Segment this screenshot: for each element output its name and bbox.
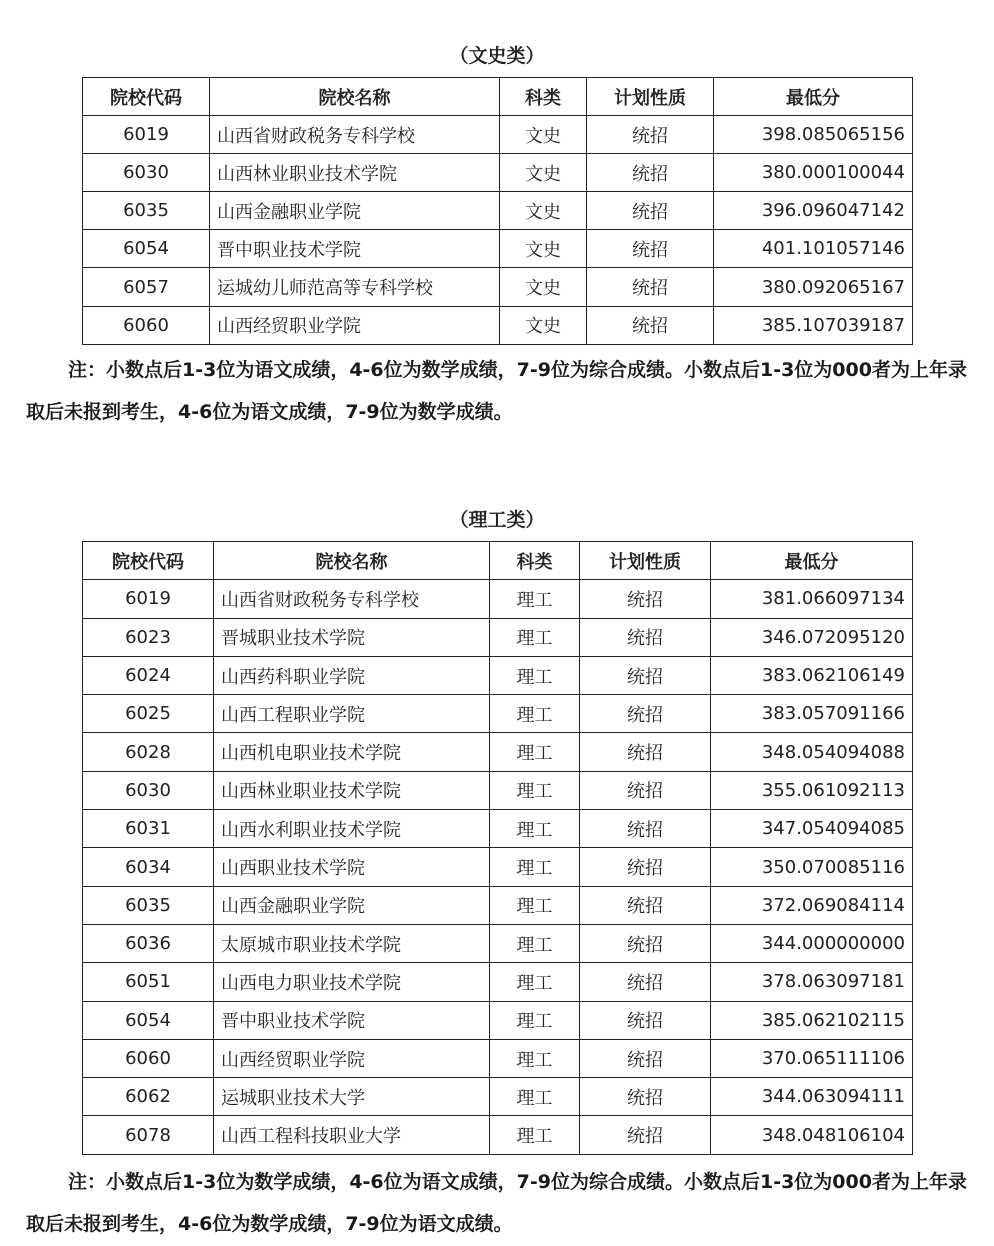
science-table-body <box>83 580 913 1154</box>
table-header-row <box>83 78 913 116</box>
cell-min-score: 370.065111106 <box>711 1039 913 1077</box>
cell-code: 6060 <box>83 1039 214 1077</box>
cell-category: 理工 <box>490 656 580 694</box>
table-row <box>83 306 913 344</box>
cell-plan-type: 统招 <box>580 886 711 924</box>
cell-plan-type: 统招 <box>580 618 711 656</box>
cell-school-name: 山西林业职业技术学院 <box>210 154 500 192</box>
cell-category: 理工 <box>490 1078 580 1116</box>
cell-code: 6062 <box>83 1078 214 1116</box>
table-row <box>83 618 913 656</box>
cell-code: 6078 <box>83 1116 214 1154</box>
cell-min-score: 348.048106104 <box>711 1116 913 1154</box>
cell-code: 6054 <box>83 1001 214 1039</box>
cell-school-name: 山西金融职业学院 <box>210 192 500 230</box>
table-row <box>83 810 913 848</box>
header-score: 最低分 <box>711 542 913 580</box>
table-row <box>83 230 913 268</box>
cell-plan-type: 统招 <box>587 306 714 344</box>
cell-plan-type: 统招 <box>587 154 714 192</box>
cell-category: 理工 <box>490 1001 580 1039</box>
cell-category: 理工 <box>490 886 580 924</box>
cell-plan-type: 统招 <box>580 1078 711 1116</box>
cell-category: 理工 <box>490 733 580 771</box>
cell-school-name: 运城职业技术大学 <box>214 1078 490 1116</box>
cell-category: 理工 <box>490 580 580 618</box>
cell-plan-type: 统招 <box>587 230 714 268</box>
cell-category: 文史 <box>500 268 587 306</box>
cell-school-name: 山西电力职业技术学院 <box>214 963 490 1001</box>
arts-note: 注：小数点后1-3位为语文成绩，4-6位为数学成绩，7-9位为综合成绩。小数点后1-3位为000者为上年录取后未报到考生，4-6位为语文成绩，7-9位为数学成绩。 <box>26 359 967 423</box>
cell-category: 文史 <box>500 306 587 344</box>
table-row <box>83 192 913 230</box>
cell-min-score: 401.101057146 <box>714 230 913 268</box>
cell-school-name: 山西经贸职业学院 <box>214 1039 490 1077</box>
table-row <box>83 1039 913 1077</box>
header-code: 院校代码 <box>83 78 210 116</box>
cell-school-name: 晋中职业技术学院 <box>214 1001 490 1039</box>
header-name: 院校名称 <box>214 542 490 580</box>
cell-school-name: 山西药科职业学院 <box>214 656 490 694</box>
cell-school-name: 山西经贸职业学院 <box>210 306 500 344</box>
cell-code: 6051 <box>83 963 214 1001</box>
table-row <box>83 116 913 154</box>
science-note: 注：小数点后1-3位为数学成绩，4-6位为语文成绩，7-9位为综合成绩。小数点后1-3位为000者为上年录取后未报到考生，4-6位为数学成绩，7-9位为语文成绩。 <box>26 1171 967 1235</box>
header-code: 院校代码 <box>83 542 214 580</box>
table-row <box>83 733 913 771</box>
header-plan: 计划性质 <box>580 542 711 580</box>
arts-score-table <box>82 77 913 345</box>
table-row <box>83 886 913 924</box>
cell-category: 理工 <box>490 1039 580 1077</box>
table-row <box>83 268 913 306</box>
cell-code: 6019 <box>83 116 210 154</box>
cell-code: 6057 <box>83 268 210 306</box>
cell-school-name: 山西工程职业学院 <box>214 695 490 733</box>
cell-category: 理工 <box>490 810 580 848</box>
cell-plan-type: 统招 <box>580 580 711 618</box>
cell-school-name: 山西职业技术学院 <box>214 848 490 886</box>
cell-plan-type: 统招 <box>580 810 711 848</box>
cell-code: 6035 <box>83 192 210 230</box>
header-name: 院校名称 <box>210 78 500 116</box>
cell-school-name: 山西水利职业技术学院 <box>214 810 490 848</box>
table-row <box>83 1078 913 1116</box>
cell-min-score: 383.057091166 <box>711 695 913 733</box>
table-row <box>83 1116 913 1154</box>
cell-category: 文史 <box>500 192 587 230</box>
cell-school-name: 晋中职业技术学院 <box>210 230 500 268</box>
table-row <box>83 924 913 962</box>
cell-school-name: 山西省财政税务专科学校 <box>214 580 490 618</box>
science-score-table <box>82 541 913 1155</box>
cell-plan-type: 统招 <box>580 848 711 886</box>
cell-category: 文史 <box>500 116 587 154</box>
cell-category: 理工 <box>490 963 580 1001</box>
cell-plan-type: 统招 <box>580 695 711 733</box>
cell-category: 理工 <box>490 771 580 809</box>
science-section-title: （理工类） <box>449 509 545 531</box>
cell-min-score: 380.000100044 <box>714 154 913 192</box>
header-score: 最低分 <box>714 78 913 116</box>
cell-min-score: 355.061092113 <box>711 771 913 809</box>
cell-category: 文史 <box>500 154 587 192</box>
cell-category: 理工 <box>490 848 580 886</box>
header-plan: 计划性质 <box>587 78 714 116</box>
cell-min-score: 383.062106149 <box>711 656 913 694</box>
cell-category: 理工 <box>490 924 580 962</box>
cell-code: 6054 <box>83 230 210 268</box>
cell-min-score: 380.092065167 <box>714 268 913 306</box>
cell-plan-type: 统招 <box>580 1116 711 1154</box>
cell-school-name: 太原城市职业技术学院 <box>214 924 490 962</box>
cell-plan-type: 统招 <box>587 116 714 154</box>
cell-code: 6028 <box>83 733 214 771</box>
table-row <box>83 695 913 733</box>
cell-code: 6019 <box>83 580 214 618</box>
cell-code: 6030 <box>83 154 210 192</box>
cell-min-score: 350.070085116 <box>711 848 913 886</box>
table-row <box>83 1001 913 1039</box>
cell-category: 理工 <box>490 618 580 656</box>
cell-min-score: 372.069084114 <box>711 886 913 924</box>
header-category: 科类 <box>490 542 580 580</box>
cell-plan-type: 统招 <box>580 733 711 771</box>
cell-min-score: 398.085065156 <box>714 116 913 154</box>
cell-min-score: 385.107039187 <box>714 306 913 344</box>
cell-category: 理工 <box>490 695 580 733</box>
cell-category: 理工 <box>490 1116 580 1154</box>
cell-code: 6036 <box>83 924 214 962</box>
cell-code: 6023 <box>83 618 214 656</box>
cell-min-score: 378.063097181 <box>711 963 913 1001</box>
table-row <box>83 771 913 809</box>
cell-plan-type: 统招 <box>587 192 714 230</box>
cell-min-score: 344.063094111 <box>711 1078 913 1116</box>
cell-min-score: 344.000000000 <box>711 924 913 962</box>
header-category: 科类 <box>500 78 587 116</box>
table-header-row <box>83 542 913 580</box>
cell-school-name: 山西省财政税务专科学校 <box>210 116 500 154</box>
cell-code: 6034 <box>83 848 214 886</box>
cell-plan-type: 统招 <box>580 963 711 1001</box>
cell-code: 6024 <box>83 656 214 694</box>
table-row <box>83 848 913 886</box>
cell-code: 6060 <box>83 306 210 344</box>
cell-plan-type: 统招 <box>580 771 711 809</box>
cell-category: 文史 <box>500 230 587 268</box>
cell-school-name: 山西工程科技职业大学 <box>214 1116 490 1154</box>
arts-table-body <box>83 116 913 345</box>
cell-min-score: 381.066097134 <box>711 580 913 618</box>
cell-min-score: 347.054094085 <box>711 810 913 848</box>
cell-code: 6025 <box>83 695 214 733</box>
cell-min-score: 348.054094088 <box>711 733 913 771</box>
cell-code: 6030 <box>83 771 214 809</box>
cell-school-name: 山西机电职业技术学院 <box>214 733 490 771</box>
arts-section-title: （文史类） <box>449 45 545 67</box>
table-row <box>83 963 913 1001</box>
cell-min-score: 396.096047142 <box>714 192 913 230</box>
cell-code: 6035 <box>83 886 214 924</box>
cell-plan-type: 统招 <box>580 656 711 694</box>
cell-school-name: 晋城职业技术学院 <box>214 618 490 656</box>
cell-plan-type: 统招 <box>580 1039 711 1077</box>
cell-plan-type: 统招 <box>580 924 711 962</box>
cell-school-name: 运城幼儿师范高等专科学校 <box>210 268 500 306</box>
cell-plan-type: 统招 <box>587 268 714 306</box>
cell-school-name: 山西林业职业技术学院 <box>214 771 490 809</box>
cell-plan-type: 统招 <box>580 1001 711 1039</box>
cell-school-name: 山西金融职业学院 <box>214 886 490 924</box>
cell-min-score: 346.072095120 <box>711 618 913 656</box>
table-row <box>83 656 913 694</box>
cell-min-score: 385.062102115 <box>711 1001 913 1039</box>
table-row <box>83 580 913 618</box>
cell-code: 6031 <box>83 810 214 848</box>
table-row <box>83 154 913 192</box>
